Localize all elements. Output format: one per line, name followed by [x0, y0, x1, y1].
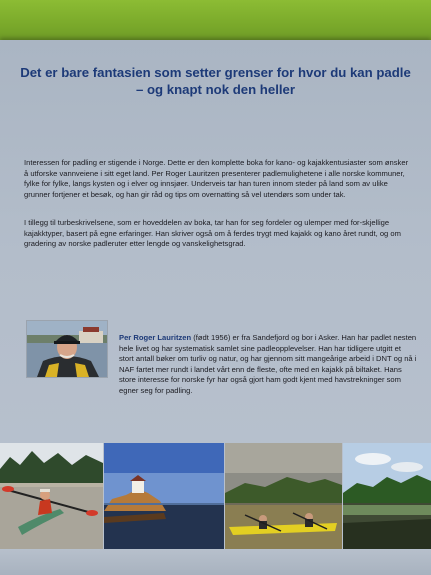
photo-lighthouse-coast: [104, 443, 224, 549]
photo-kayak-paddler: [0, 443, 103, 549]
headline: [20, 64, 411, 98]
author-photo: [26, 320, 108, 378]
intro-paragraph: Interessen for padling er stigende i Norge. Dette er den komplette boka for kano- og kajakkentusiaster som ønsker å utforske vannveiene i sitt eget land. Per Roger Lauritzen presenterer padlemulighetene i alle norske kommuner, fylke for fylke, langs kysten og i elver og innsjøer. Underveis tar han turen innom steder på land som av ulike grunner fortjener et besøk, og han gir råd og tips om overnatting så vel utendørs som under tak.: [24, 158, 409, 199]
cover-bottom-band: [0, 549, 431, 575]
content-paragraph: I tillegg til turbeskrivelsene, som er hoveddelen av boka, tar han for seg fordeler og ulemper med for-skjellige kajakktyper, basert på egne erfaringer. Han skriver også om å ferdes trygt med kajakk og kano året rundt, og om gradering av norske padleruter etter lengde og vanskelighetsgrad.: [24, 218, 401, 249]
author-bio: [119, 333, 417, 397]
grass-background: [0, 0, 431, 44]
photo-lake-sunset: [343, 443, 431, 549]
headline-line-1: Det er bare fantasien som setter grenser for hvor du kan padle: [20, 65, 411, 80]
photo-two-kayakers: [225, 443, 342, 549]
headline-line-2: – og knapt nok den heller: [135, 82, 295, 97]
author-bio-text: (født 1956) er fra Sandefjord og bor i Asker. Han har padlet nesten hele livet og har systematisk samlet sine padleopplevelser. Han har tidligere utgitt et stort antall bøker om turliv og natur, og har gjennom sitt mangeårige arbeid i DNT og nå i NAF fartet mer rundt i landet vårt enn de fleste, ofte med en kajakk på biltaket. Hans store interesse for norske fyr har også gjort ham godt kjent med havstrekninger som egner seg for padling.: [119, 333, 417, 395]
author-name: Per Roger Lauritzen: [119, 333, 192, 342]
